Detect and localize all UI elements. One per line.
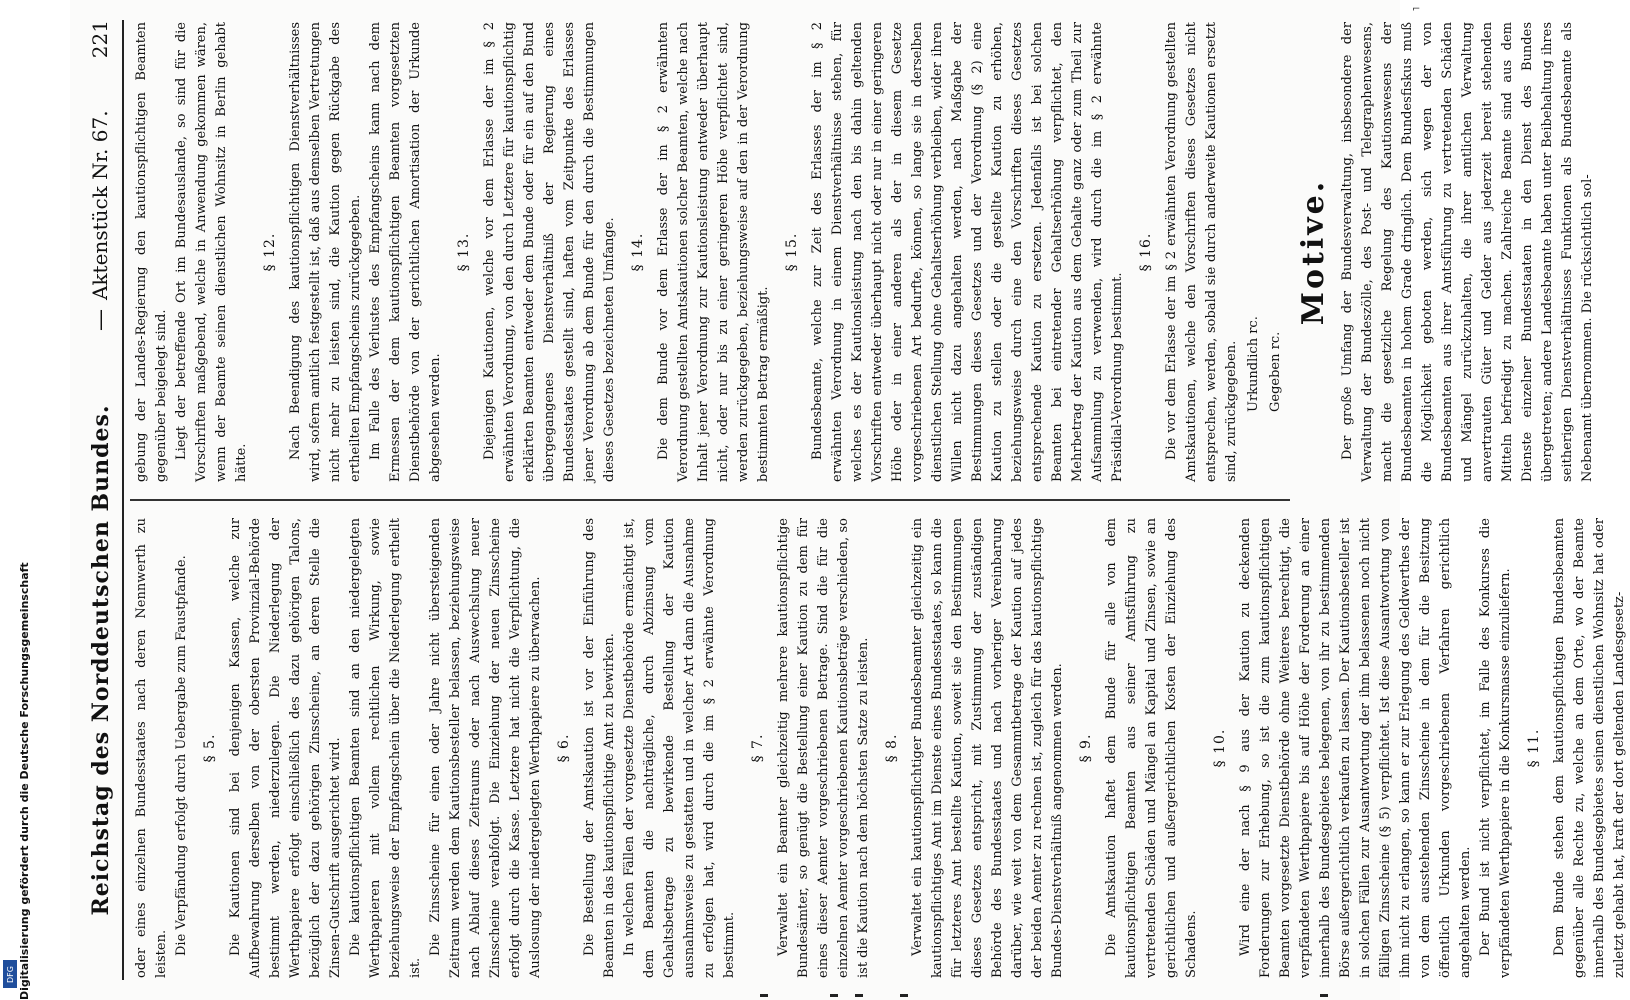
header-separator: —	[88, 309, 113, 331]
section-heading: § 14.	[630, 232, 646, 272]
paragraph: Verwaltet ein Beamter gleichzeitig mehrere kautionspflichtige Bundesämter, so genügt die Bestellung einer Kaution zu dem für eines dieser Aemter vorgeschriebenen Betrage. Sind die für die einzelnen Aemter vorgeschriebenen Kautionsbeträge verschieden, so ist die Kaution nach dem höchsten Satze zu leisten.	[776, 518, 871, 978]
paragraph: oder eines einzelnen Bundesstaates nach deren Nennwerth zu leisten.	[134, 518, 169, 978]
paragraph: Liegt der betreffende Ort im Bundesauslande, so sind für die Vorschriften maßgebend, welche in Anwendung gekommen wären, wenn der Beamte seinen dienstlichen Wohnsitz in Berlin gehabt hätte.	[174, 22, 249, 482]
section-heading: § 11.	[1526, 728, 1542, 768]
paragraph: Die dem Bunde vor dem Erlasse der im § 2 erwähnten Verordnung gestellten Amtskautionen solcher Beamten, welche nach Inhalt jener Verordnung zur Kautionsleistung entweder überhaupt nicht, oder nur bis zu einer geringeren Höhe verpflichtet sind, werden zurückgegeben, beziehungsweise auf den in der Verordnung bestimmten Betrag ermäßigt.	[656, 22, 771, 482]
section-heading: § 6.	[556, 733, 572, 763]
section-heading: § 12.	[262, 232, 278, 272]
paragraph: Die Verpfändung erfolgt durch Uebergabe zum Faustpfande.	[174, 555, 189, 956]
dfg-logo-text: DFG	[5, 965, 15, 983]
bottom-edge-marks	[760, 994, 1360, 998]
page-title: Reichstag des Norddeutschen Bundes.	[88, 404, 114, 916]
paragraph: Die Bestellung der Amtskaution ist vor der Einführung des Beamten in das kautionspflichtige Amt zu bewirken.	[582, 518, 617, 978]
page-number: 221	[88, 20, 112, 59]
paragraph: Die Amtskaution haftet dem Bunde für alle von dem kautionspflichtigen Beamten aus seiner Amtsführung zu vertretenden Schäden und Mängel an Kapital und Zinsen, sowie an gerichtlichen und außergerichtlichen Kosten der Einziehung des Schadens.	[1104, 518, 1199, 978]
paragraph: In welchen Fällen der vorgesetzte Dienstbehörde ermächtigt ist, dem Beamten die nachträgliche, durch Abzinsung vom Gehaltsbetrage zu bewirkende Bestellung der Kaution ausnahmsweise zu gestatten und in welcher Art dann die Ausnahme zu erfolgen hat, wird durch die im § 2 erwähnte Verordnung bestimmt.	[622, 518, 737, 978]
section-heading: § 10.	[1212, 728, 1228, 768]
digitization-margin	[0, 0, 30, 1000]
paragraph: gebung der Landes-Regierung den kautionspflichtigen Beamten gegenüber beigelegt sind.	[134, 22, 169, 482]
dfg-logo	[3, 960, 17, 988]
paragraph: Im Falle des Verlustes des Empfangscheins kann nach dem Ermessen der dem kautionspflichtigen Beamten vorgesetzten Dienstbehörde von der gerichtlichen Amortisation der Urkunde abgesehen werden.	[368, 22, 443, 482]
motive-heading: Motive.	[1296, 178, 1331, 326]
paragraph: Diejenigen Kautionen, welche vor dem Erlasse der im § 2 erwähnten Verordnung, von den durch Letztere für kautionspflichtig erklärten Beamten entweder dem Bunde oder für ein auf den Bund übergegangenes Dienstverhältniß der Regierung eines Bundesstaates gestellt sind, haften vom Zeitpunkte des Erlasses jener Verordnung ab dem Bunde für den durch die Bestimmungen dieses Gesetzes bezeichneten Umfange.	[482, 22, 617, 482]
paragraph: Die Zinsscheine für einen oder Jahre nicht übersteigenden Zeitraum werden dem Kautionsbesteller belassen, beziehungsweise nach Ablauf dieses Zeitraums oder nach Auswechslung neuer Zinsscheine verabfolgt. Die Einziehung der neuen Zinsscheine erfolgt durch die Kasse. Letztere hat nicht die Verpflichtung, die Auslosung der niedergelegten Werthpapiere zu überwachen.	[428, 518, 543, 978]
section-heading: § 8.	[884, 733, 900, 763]
page-header	[82, 20, 122, 980]
paragraph: Der Bund ist nicht verpflichtet, im Falle des Konkurses die verpfändeten Werthpapiere in die Konkursmasse einzuliefern.	[1478, 518, 1513, 978]
paragraph: Nach Beendigung des kautionspflichtigen Dienstverhältnisses wird, sofern amtlich festgestellt ist, daß aus demselben Vertretungen nicht mehr zu leisten sind, die Kaution gegen Rückgabe des ertheilten Empfangscheins zurückgegeben.	[288, 22, 363, 482]
signature-line: Urkundlich rc.	[1246, 316, 1261, 412]
paragraph: Die vor dem Erlasse der im § 2 erwähnten Verordnung gestellten Amtskautionen, welche den Vorschriften dieses Gesetzes nicht entsprechen, werden, sobald sie durch anderweite Kautionen ersetzt sind, zurückgegeben.	[1164, 22, 1239, 482]
column-divider	[130, 499, 1290, 501]
section-heading: § 16.	[1138, 232, 1154, 272]
paragraph: Verwaltet ein kautionspflichtiger Bundesbeamter gleichzeitig ein kautionspflichtiges Amt im Dienste eines Bundesstaates, so kann die für letzteres Amt bestellte Kaution, soweit sie den Bestimmungen dieses Gesetzes entspricht, mit Zustimmung der zuständigen Behörde des Bundesstaates und nach vorheriger Vereinbarung darüber, wie weit von dem Gesammtbetrage der Kaution auf jedes der beiden Aemter zu rechnen ist, zugleich für das kautionspflichtige Bundes-Dienstverhältniß angenommen werden.	[910, 518, 1065, 978]
corner-mark: ⌐	[1412, 4, 1421, 15]
section-heading: § 7.	[750, 733, 766, 763]
digitization-note: Digitalisierung gefördert durch die Deutsche Forschungsgemeinschaft	[18, 562, 31, 1000]
section-heading: § 13.	[456, 232, 472, 272]
paragraph: Wird eine der nach § 9 aus der Kaution zu deckenden Forderungen zur Erhebung, so ist die zum kautionspflichtigen Beamten vorgesetzte Dienstbehörde ohne Weiteres berechtigt, die verpfändeten Werthpapiere bis auf Höhe der Forderung an einer innerhalb des Bundesgebietes belegenen, von ihr zu bestimmenden Börse außergerichtlich verkaufen zu lassen. Der Kautionsbesteller ist in solchen Fällen zur Ausantwortung der ihm belassenen noch nicht fälligen Zinsscheine (§ 5) verpflichtet. Ist diese Ausantwortung von ihm nicht zu erlangen, so kann er zur Erlegung des Geldwerthes der von dem ausstehenden Zinsscheine in dem für die Besitzung öffentlich Urkunden vorgeschriebenen Verfahren gerichtlich angehalten werden.	[1238, 518, 1473, 978]
section-heading: § 9.	[1078, 733, 1094, 763]
newspaper-page	[70, 0, 1627, 1000]
left-column	[132, 518, 1627, 978]
paragraph: Die Kautionen sind bei denjenigen Kassen, welche zur Aufbewahrung derselben von der obersten Provinzial-Behörde bestimmt werden, niederzulegen. Die Niederlegung der Werthpapiere erfolgt einschließlich des dazu gehörigen Talons, bezüglich der dazu gehörigen Zinsscheine, an deren Stelle die Zinsen-Gutschrift ausgerichtet wird.	[228, 518, 343, 978]
header-rule	[122, 20, 124, 980]
paragraph: Dem Bunde stehen dem kautionspflichtigen Bundesbeamten gegenüber alle Rechte zu, welche an dem Orte, wo der Beamte innerhalb des Bundesgebietes seinen dienstlichen Wohnsitz hat oder zuletzt gehabt hat, kraft der dort geltenden Landesgesetz-	[1552, 518, 1627, 978]
paragraph: Die kautionspflichtigen Beamten sind an den niedergelegten Werthpapieren mit vollem rechtlichen Wirkung, sowie beziehungsweise der Empfangschein über die Niederlegung ertheilt ist.	[348, 518, 423, 978]
right-column	[132, 22, 1595, 482]
signature-line: Gegeben rc.	[1268, 331, 1283, 412]
section-heading: § 5.	[202, 733, 218, 763]
paragraph: Der große Umfang der Bundesverwaltung, insbesondere der Verwaltung der Bundeszölle, des Post- und Telegraphenwesens, macht die gesetzliche Regelung des Kautionswesens der Bundesbeamten in hohem Grade dringlich. Dem Bundesfiskus muß die Möglichkeit geboten werden, sich wegen der von Bundesbeamten aus ihrer Amtsführung zu vertretenden Schäden und Mängel zurückzuhalten, die ihrer amtlichen Verwaltung anvertrauten Güter und Gelder aus jederzeit bereit stehenden Mitteln befriedigt zu machen. Zahlreiche Beamte sind aus dem Dienste einzelner Bundesstaaten in den Dienst des Bundes übergetreten; andere Landesbeamte haben unter Beibehaltung ihres seitherigen Dienstverhältnisses Funktionen als Bundesbeamte als Nebenamt übernommen. Die rücksichtlich sol-	[1340, 22, 1595, 482]
section-heading: § 15.	[784, 232, 800, 272]
paragraph: Bundesbeamte, welche zur Zeit des Erlasses der im § 2 erwähnten Verordnung in einem Dienstverhältnisse stehen, für welches es der Kautionsleistung nach den bis dahin geltenden Vorschriften entweder überhaupt nicht oder nur in einer geringeren Höhe oder in einer anderen als der in diesem Gesetze vorgeschriebenen Art bedurfte, können, so lange sie in derselben dienstlichen Stellung ohne Gehaltserhöhung verbleiben, wider ihren Willen nicht dazu angehalten werden, nach Maßgabe der Bestimmungen dieses Gesetzes und der Verordnung (§ 2) eine Kaution zu stellen oder die gestellte Kaution zu erhöhen, beziehungsweise durch eine den Vorschriften dieses Gesetzes entsprechende Kaution zu ersetzen. Jedenfalls ist bei solchen Beamten bei eintretender Gehaltserhöhung verpflichtet, den Mehrbetrag der Kaution aus dem Gehalte ganz oder zum Theil zur Aufsammlung zu verwenden, wird durch die im § 2 erwähnte Präsidial-Verordnung bestimmt.	[810, 22, 1125, 482]
document-number: Aktenstück Nr. 67.	[88, 110, 112, 300]
